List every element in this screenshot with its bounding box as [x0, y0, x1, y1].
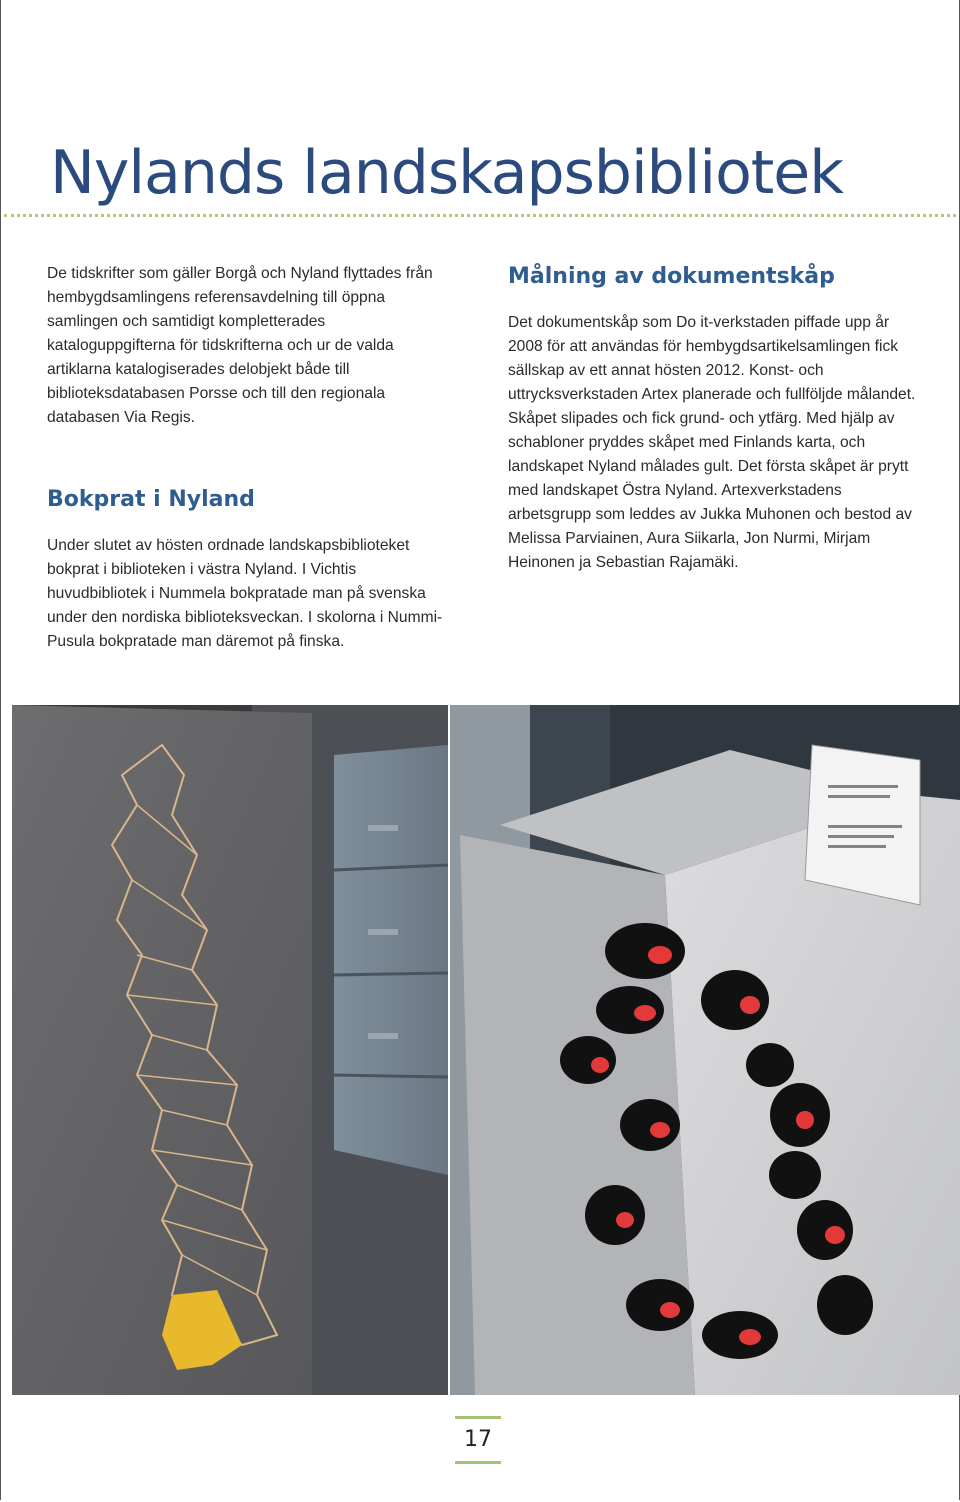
- section-body-bokprat: Under slutet av hösten ordnade landskapsbiblioteket bokprat i biblioteken i västra Nyland. I Vichtis huvudbibliotek i Nummela bokpratade man på svenska under den nordiska biblioteksveckan. I skolorna i Nummi-Pusula bokpratade man däremot på finska.: [47, 537, 443, 650]
- photo-area: [12, 705, 960, 1395]
- section-body-malning: Det dokumentskåp som Do it-verkstaden piffade upp år 2008 för att användas för hembygdsartikelsamlingen fick sällskap av ett annat hösten 2012. Konst- och uttrycksverkstaden Artex planerade och fullföljde målandet. Skåpet slipades och fick grund- och ytfärg. Med hjälp av schabloner pryddes skåpet med Finlands karta, och landskapet Nyland målades gult. Det första skåpet är prytt med landskapet Östra Nyland. Artexverkstadens arbetsgrupp som leddes av Jukka Muhonen och bestod av Melissa Parviainen, Aura Siikarla, Jon Nurmi, Mirjam Heinonen ja Sebastian Rajamäki.: [508, 314, 916, 571]
- section-heading-malning: Målning av dokumentskåp: [508, 264, 835, 289]
- left-column: [47, 262, 457, 654]
- title-divider: [4, 214, 956, 217]
- page-number-box: [455, 1416, 501, 1464]
- right-column: [508, 262, 918, 575]
- intro-paragraph: De tidskrifter som gäller Borgå och Nyland flyttades från hembygdsamlingens referensavdelning till öppna samlingen och samtidigt kompletterades kataloguppgifterna för tidskrifterna och ur de valda artiklarna katalogiserades delobjekt både till biblioteksdatabasen Porsse och till den regionala databasen Via Regis.: [47, 265, 433, 426]
- page-title: Nylands landskapsbibliotek: [50, 138, 843, 208]
- photo-cabinet-map-outline: [12, 705, 448, 1395]
- photo-painted-cabinet: [450, 705, 960, 1395]
- page-number: 17: [464, 1427, 492, 1452]
- section-heading-bokprat: Bokprat i Nyland: [47, 487, 255, 512]
